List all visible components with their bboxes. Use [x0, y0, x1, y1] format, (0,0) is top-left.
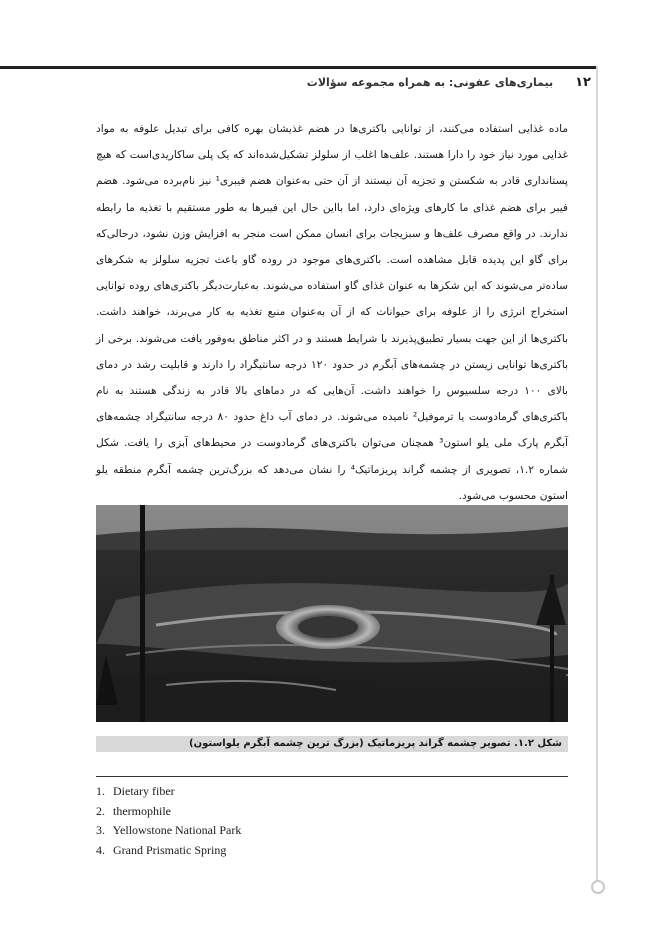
page-number: ۱۲ [575, 74, 591, 90]
footnote-item [96, 841, 241, 861]
footnote-number: 3. [96, 823, 105, 837]
grand-prismatic-spring-photo [96, 505, 568, 722]
header-rule [0, 66, 596, 69]
footnote-text: Dietary fiber [113, 784, 175, 798]
footnote-text: thermophile [113, 803, 171, 818]
footnote-item [96, 782, 241, 802]
footnote-rule [96, 776, 568, 777]
footnote-number: 1. [96, 784, 105, 798]
footnote-item [96, 821, 241, 841]
body-paragraph: ماده غذایی استفاده می‌کنند، از توانایی باکتری‌ها در هضم غذیشان بهره کافی برای تبدیل علوفه به مواد غذایی مورد نیاز خود را دارا هستند. علف‌ها اغلب از سلولز تشکیل‌شده‌اند که یک پلی ساکاریدی‌است که هیچ پستانداری قادر به شکستن و تجزیه آن نیستند از آن حتی به‌عنوان هضم فیبری¹ نیز نام‌برده می‌شود. هضم فیبر برای هضم غذای ما کارهای ویژه‌ای دارد، اما بااین حال این فیبرها به طور مستقیم با تغذیه ما رابطه ندارند. در واقع مصرف علف‌ها و سبزیجات برای انسان ممکن است منجر به افزایش وزن نشود، درحالی‌که برای گاو این پدیده قابل مشاهده است. باکتری‌های موجود در روده گاو باعث تجزیه سلولز به شکرهای ساده‌تر می‌شوند که این شکرها به عنوان غذای گاو استفاده می‌شوند. به‌عبارت‌دیگر باکتری‌های روده توانایی استخراج انرژی را از علوفه برای حیوانات که از آن به‌عنوان منبع تغذیه به کار می‌برند، خواهند داشت. باکتری‌ها از این جهت بسیار تطبیق‌پذیرند با شرایط هستند و در اکثر مناطق به‌وفور یافت می‌شوند. برخی از باکتری‌ها توانایی زیستن در چشمه‌های آبگرم در حدود ۱۲۰ درجه سانتیگراد را دارند و قابلیت رشد در دمای بالای ۱۰۰ درجه سلسیوس را خواهند داشت. آن‌هایی که در دماهای بالا قادر به زندگی هستند به نام باکتری‌های گرمادوست یا ترموفیل² نامیده می‌شوند. در دمای آب داغ حدود ۸۰ درجه سانتیگراد چشمه‌های آبگرم پارک ملی یلو استون³ همچنان می‌توان باکتری‌های گرمادوست در محیط‌های آبزی را یافت. شکل شماره ۱.۲، تصویری از چشمه گراند پریزماتیک⁴ را نشان می‌دهد که بزرگ‌ترین چشمه آبگرم منطقه یلو استون محسوب می‌شود. [96, 123, 568, 502]
corner-ornament [591, 880, 605, 894]
footnote-number: 4. [96, 842, 105, 857]
footnote-text: Grand Prismatic Spring [113, 842, 227, 857]
footnote-number: 2. [96, 803, 105, 818]
margin-line [596, 66, 598, 886]
running-title: بیماری‌های عفونی: به همراه مجموعه سؤالات [306, 75, 554, 89]
footnote-text: Yellowstone National Park [112, 823, 242, 837]
page-header [96, 70, 591, 94]
figure-caption: شکل ۱.۲. تصویر چشمه گراند پریزماتیک (بزرگ ترین چشمه آبگرم یلواستون) [96, 736, 568, 752]
footnotes-list [96, 782, 241, 860]
footnote-item [96, 802, 241, 822]
body-text [96, 116, 568, 509]
